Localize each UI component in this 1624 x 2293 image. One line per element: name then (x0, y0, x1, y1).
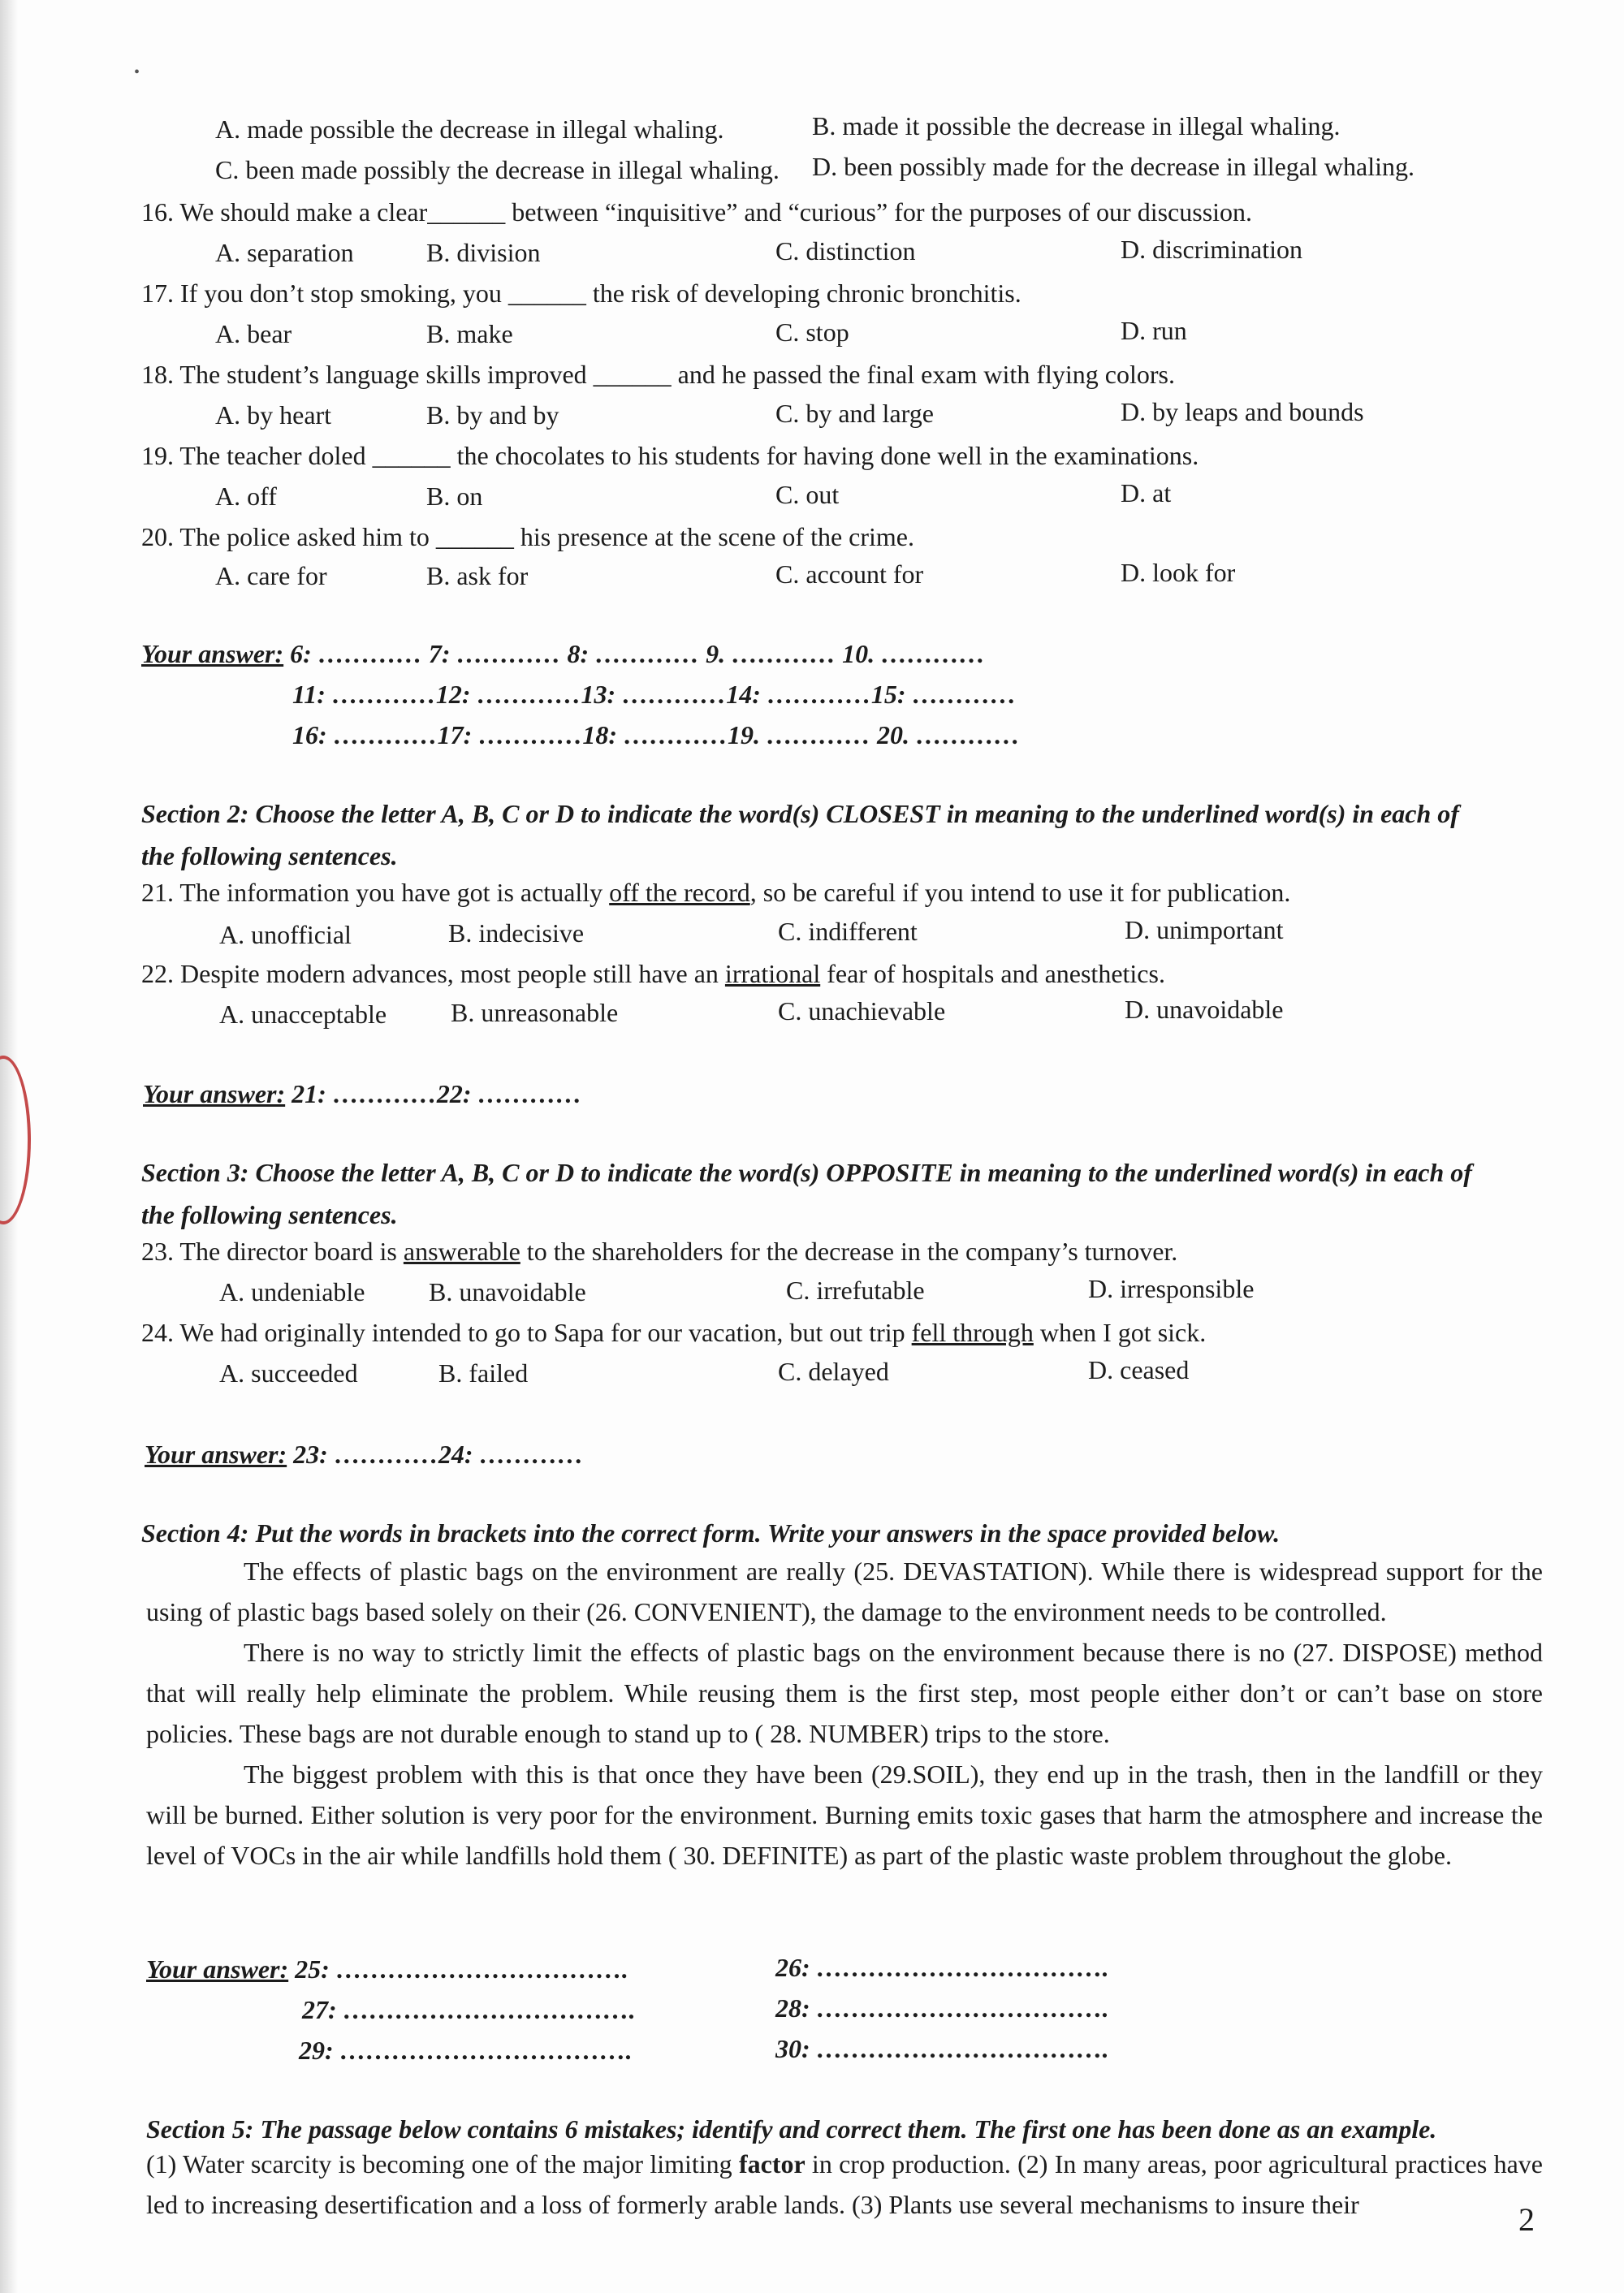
question-19-blank: ______ (372, 441, 451, 470)
red-stamp-mark (0, 1056, 31, 1224)
question-19-stem: 19. The teacher doled (141, 441, 366, 470)
q18-option-d: D. by leaps and bounds (1121, 397, 1364, 426)
answer-label: Your answer: (141, 639, 284, 668)
q23-option-b: B. unavoidable (429, 1277, 586, 1306)
q24-option-b: B. failed (438, 1358, 529, 1388)
q20-option-b: B. ask for (426, 561, 529, 590)
question-22-rest: fear of hospitals and anesthetics. (820, 959, 1165, 988)
q22-option-b: B. unreasonable (451, 998, 619, 1027)
q19-option-b: B. on (426, 481, 483, 511)
q15-option-d: D. been possibly made for the decrease in illegal whaling. (812, 152, 1415, 181)
question-24-underlined: fell through (911, 1318, 1034, 1347)
section-3-heading-line-1: Section 3: Choose the letter A, B, C or D to indicate the word(s) OPPOSITE in meaning to the underlined word(s) in each of (141, 1158, 1472, 1187)
section-3-heading-line-2: the following sentences. (141, 1200, 398, 1229)
question-16 (141, 196, 1252, 227)
q16-option-d: D. discrimination (1121, 235, 1302, 264)
answer-slots-11-15[interactable]: 11: …………12: …………13: …………14: …………15: ………… (292, 680, 1017, 709)
q18-option-a: A. by heart (215, 400, 332, 430)
q19-option-a: A. off (215, 481, 277, 511)
q18-option-b: B. by and by (426, 400, 559, 430)
question-16-blank: ______ (427, 197, 506, 227)
question-21-rest: , so be careful if you intend to use it for publication. (749, 878, 1291, 907)
q23-option-c: C. irrefutable (786, 1276, 925, 1305)
answer-slot-29[interactable]: 29: ……………………………. (299, 2036, 633, 2065)
section-2-heading-line-2: the following sentences. (141, 841, 398, 870)
q17-option-a: A. bear (215, 319, 292, 348)
q24-option-c: C. delayed (778, 1357, 889, 1386)
question-16-stem: 16. We should make a clear (141, 197, 428, 227)
q23-option-a: A. undeniable (219, 1277, 365, 1306)
section-4-paragraph-1: The effects of plastic bags on the environment are really (25. DEVASTATION). While there is widespread support for the using of plastic bags based solely on their (26. CONVENIENT), the damage to the environment needs to be controlled. (146, 1557, 1543, 1626)
section-4-paragraph-3: The biggest problem with this is that once they have been (29.SOIL), they end up in the trash, then in the landfill or they will be burned. Either solution is very poor for the environment. Burning emits toxic gases that harm the atmosphere and increase the level of VOCs in the air while landfills hold them ( 30. DEFINITE) as part of the plastic waste problem throughout the globe. (146, 1760, 1543, 1870)
q20-option-c: C. account for (775, 559, 924, 589)
q15-option-c: C. been made possibly the decrease in illegal whaling. (215, 155, 780, 184)
q19-option-c: C. out (775, 480, 840, 509)
section-3-heading (141, 1151, 1554, 1236)
question-24-stem: 24. We had originally intended to go to Sapa for our vacation, but out trip (141, 1318, 912, 1347)
question-17-rest: the risk of developing chronic bronchitis. (592, 279, 1021, 308)
question-22 (141, 958, 1165, 989)
q15-option-a: A. made possible the decrease in illegal whaling. (215, 114, 724, 144)
q24-option-d: D. ceased (1088, 1355, 1190, 1384)
q16-option-a: A. separation (215, 238, 354, 267)
section-5-example-word: factor (738, 2149, 806, 2179)
answer-row-25 (146, 1954, 628, 1984)
section-4-passage (146, 1551, 1543, 1876)
question-19 (141, 440, 1199, 471)
question-20-stem: 20. The police asked him to (141, 522, 430, 551)
question-17 (141, 278, 1021, 309)
answer-label: Your answer: (146, 1954, 289, 1984)
answer-slots-21-22[interactable]: 21: …………22: ………… (292, 1079, 582, 1108)
question-23-stem: 23. The director board is (141, 1237, 404, 1266)
question-22-underlined: irrational (724, 959, 821, 988)
section-5-text-start: (1) Water scarcity is becoming one of the major limiting (146, 2149, 739, 2179)
section-2-heading-line-1: Section 2: Choose the letter A, B, C or D to indicate the word(s) CLOSEST in meaning to the underlined word(s) in each of (141, 799, 1459, 828)
q24-option-a: A. succeeded (219, 1358, 358, 1388)
q22-option-c: C. unachievable (778, 996, 946, 1026)
answer-block-3 (145, 1439, 583, 1470)
q21-option-b: B. indecisive (448, 918, 585, 948)
question-18-rest: and he passed the final exam with flying colors. (677, 360, 1175, 389)
question-22-stem: 22. Despite modern advances, most people still have an (141, 959, 725, 988)
question-23-rest: to the shareholders for the decrease in the company’s turnover. (520, 1237, 1178, 1266)
scan-speck: • (134, 63, 140, 81)
q21-option-d: D. unimportant (1125, 915, 1284, 944)
q18-option-c: C. by and large (775, 399, 934, 428)
answer-block-2 (143, 1078, 581, 1109)
page-number: 2 (1518, 2201, 1535, 2238)
q15-option-b: B. made it possible the decrease in illegal whaling. (812, 111, 1341, 140)
question-20-rest: his presence at the scene of the crime. (520, 522, 914, 551)
q16-option-c: C. distinction (775, 236, 916, 266)
question-21 (141, 877, 1290, 908)
answer-slot-25[interactable]: 25: ……………………………. (295, 1954, 628, 1984)
question-21-stem: 21. The information you have got is actually (141, 878, 610, 907)
answer-label: Your answer: (145, 1440, 287, 1469)
question-23 (141, 1236, 1177, 1267)
section-5-text-rest: in crop production. (2) In many areas, poor agricultural practices have led to increasing desertification and a loss of formerly arable lands. (3) Plants use several mechanisms to insure their (146, 2149, 1544, 2219)
question-24-rest: when I got sick. (1033, 1318, 1207, 1347)
section-5-passage (146, 2144, 1543, 2225)
section-2-heading (141, 792, 1554, 877)
answer-slot-27[interactable]: 27: ……………………………. (302, 1995, 636, 2024)
question-18 (141, 359, 1175, 390)
q21-option-c: C. indifferent (778, 917, 918, 946)
q19-option-d: D. at (1121, 478, 1172, 507)
question-16-rest: between “inquisitive” and “curious” for the purposes of our discussion. (512, 197, 1253, 227)
question-21-underlined: off the record (609, 878, 750, 907)
section-5-heading: Section 5: The passage below contains 6 mistakes; identify and correct them. The first one has been done as an example. (146, 2114, 1437, 2144)
answer-slots-23-24[interactable]: 23: …………24: ………… (293, 1440, 584, 1469)
section-4-paragraph-2: There is no way to strictly limit the effects of plastic bags on the environment because there is no (27. DISPOSE) method that will really help eliminate the problem. While reusing them is the first step, most people either don’t or can’t base on store policies. These bags are not durable enough to stand up to ( 28. NUMBER) trips to the store. (146, 1638, 1543, 1748)
answer-slot-26[interactable]: 26: ……………………………. (775, 1953, 1109, 1982)
question-17-blank: ______ (508, 279, 586, 308)
question-18-blank: ______ (593, 360, 672, 389)
question-19-rest: the chocolates to his students for having done well in the examinations. (456, 441, 1199, 470)
answer-slot-30[interactable]: 30: ……………………………. (775, 2034, 1109, 2063)
q17-option-b: B. make (426, 319, 513, 348)
question-24 (141, 1317, 1206, 1348)
answer-slots-6-10[interactable]: 6: ………… 7: ………… 8: ………… 9. ………… 10. ………… (290, 639, 986, 668)
answer-block-1-row-1 (141, 638, 985, 669)
question-20 (141, 521, 914, 552)
q17-option-c: C. stop (775, 317, 849, 347)
q22-option-a: A. unacceptable (219, 1000, 387, 1029)
question-17-stem: 17. If you don’t stop smoking, you (141, 279, 502, 308)
question-20-blank: ______ (435, 522, 514, 551)
q20-option-d: D. look for (1121, 558, 1236, 587)
q17-option-d: D. run (1121, 316, 1187, 345)
answer-label: Your answer: (143, 1079, 286, 1108)
answer-slot-28[interactable]: 28: ……………………………. (775, 1993, 1109, 2023)
section-4-heading: Section 4: Put the words in brackets into the correct form. Write your answers in the space provided below. (141, 1518, 1281, 1548)
answer-slots-16-20[interactable]: 16: …………17: …………18: …………19. ………… 20. ………… (292, 720, 1020, 749)
q22-option-d: D. unavoidable (1125, 995, 1284, 1024)
question-23-underlined: answerable (403, 1237, 520, 1266)
q23-option-d: D. irresponsible (1088, 1274, 1255, 1303)
q20-option-a: A. care for (215, 561, 327, 590)
question-18-stem: 18. The student’s language skills improved (141, 360, 587, 389)
q16-option-b: B. division (426, 238, 541, 267)
q21-option-a: A. unofficial (219, 920, 352, 949)
